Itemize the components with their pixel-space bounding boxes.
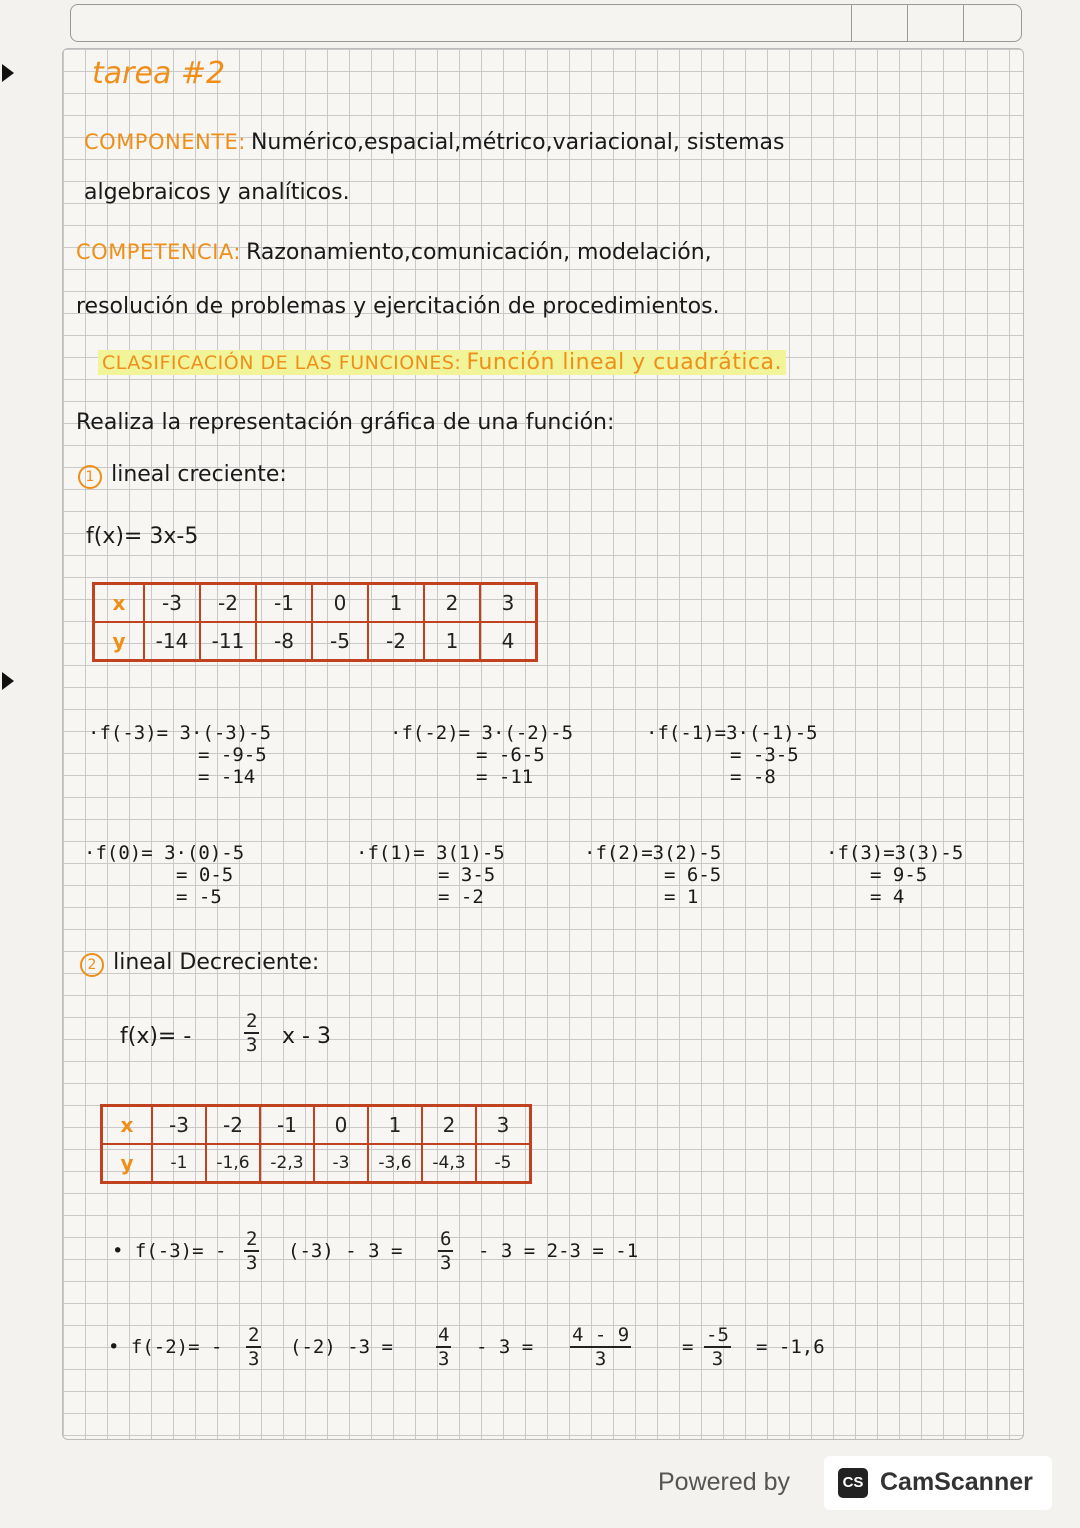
table-cell: -11 [200,622,256,661]
table-cell: 2 [422,1106,476,1145]
table-cell: 1 [368,1106,422,1145]
calc2-f-neg3-frac2 [438,1228,453,1274]
table-cell: -5 [312,622,368,661]
calc-line: ·f(2)=3(2)-5 [584,842,722,864]
competencia-label: COMPETENCIA: [76,240,241,264]
table-cell: -5 [476,1144,531,1183]
section-2-function-fraction [244,1010,259,1056]
calc-line: = -5 [176,886,222,908]
table-cell: 3 [480,584,537,623]
calc-line: = -2 [438,886,484,908]
calc2-f-neg2-mid2: - 3 = [476,1336,534,1358]
table-row-y [102,1144,531,1183]
calc2-f-neg2-end: = -1,6 [756,1336,825,1358]
page-header-box [70,4,1022,42]
calc2-f-neg3-mid: (-3) - 3 = [288,1240,403,1262]
table-cell: -14 [144,622,200,661]
fraction-denominator: 3 [594,1348,607,1370]
table-row-x [94,584,537,623]
fraction-numerator: -5 [706,1324,729,1346]
table-cell: 0 [314,1106,368,1145]
calc2-f-neg2-eq: = [682,1336,694,1358]
table-cell: -1 [152,1144,206,1183]
section-number-badge: 2 [80,953,104,977]
section-2-title: lineal Decreciente: [113,950,320,975]
section-1-title: lineal creciente: [111,462,287,487]
binder-mark [2,672,14,690]
camscanner-badge [824,1456,1052,1510]
clasificacion-label: CLASIFICACIÓN DE LAS FUNCIONES: [102,352,462,374]
table-cell: 4 [480,622,537,661]
calc-line: ·f(0)= 3·(0)-5 [84,842,245,864]
section-1-heading [78,462,287,489]
binder-mark [2,64,14,82]
calc2-f-neg3-prefix: • f(-3)= - [112,1240,227,1262]
competencia-text-2: resolución de problemas y ejercitación de procedimientos. [76,294,720,319]
table-cell: -1 [260,1106,314,1145]
calc2-f-neg3-frac1 [244,1228,259,1274]
table-row-y [94,622,537,661]
calc2-f-neg2-frac2 [436,1324,451,1370]
fraction-denominator: 3 [246,1034,258,1056]
fraction-denominator: 3 [438,1348,450,1370]
calc-line: = 4 [870,886,905,908]
page-title: tarea #2 [92,56,226,91]
calc-f-3 [826,842,963,908]
fraction-denominator: 3 [711,1348,724,1370]
calc2-f-neg2-mid: (-2) -3 = [290,1336,393,1358]
table-cell: -3,6 [368,1144,422,1183]
camscanner-logo-icon: CS [838,1468,868,1498]
calc-line: = -14 [198,766,256,788]
calc-line: ·f(1)= 3(1)-5 [356,842,505,864]
calc-line: ·f(3)=3(3)-5 [826,842,964,864]
table-header-y: y [102,1144,153,1183]
clasificacion-text: Función lineal y cuadrática. [466,350,783,375]
calc2-f-neg2-frac1 [246,1324,261,1370]
table-cell: -1,6 [206,1144,260,1183]
values-table-2 [100,1104,532,1184]
clasificacion-line [98,350,786,375]
calc-line: = -3-5 [730,744,799,766]
section-number-badge: 1 [78,465,102,489]
table-header-x: x [94,584,145,623]
calc-f-2 [584,842,721,908]
calc2-f-neg2-frac4 [704,1324,731,1370]
fraction-numerator: 2 [246,1228,258,1250]
table-cell: -4,3 [422,1144,476,1183]
calc-line: = 1 [664,886,699,908]
calc-f-neg1 [646,722,818,788]
calc-f-1 [356,842,505,908]
calc-line: = 0-5 [176,864,234,886]
table-cell: -1 [256,584,312,623]
calc-line: ·f(-1)=3·(-1)-5 [646,722,818,744]
table-cell: -3 [152,1106,206,1145]
fraction-numerator: 2 [248,1324,260,1346]
calc-line: = -6-5 [476,744,545,766]
table-cell: -2 [206,1106,260,1145]
table-cell: -2 [200,584,256,623]
table-row-x [102,1106,531,1145]
section-1-function: f(x)= 3x-5 [86,524,199,549]
competencia-line-1 [76,240,712,265]
section-2-heading [80,950,319,977]
fraction-numerator: 4 [438,1324,450,1346]
calc-line: = -11 [476,766,534,788]
componente-text-1: Numérico,espacial,métrico,variacional, sistemas [250,130,785,155]
calc-line: ·f(-3)= 3·(-3)-5 [88,722,272,744]
calc2-f-neg3-end: - 3 = 2-3 = -1 [478,1240,639,1262]
calc-f-neg2 [390,722,573,788]
fraction-denominator: 3 [440,1252,452,1274]
componente-text-2: algebraicos y analíticos. [84,180,350,205]
calc2-f-neg2-frac3 [570,1324,631,1370]
table-cell: -3 [314,1144,368,1183]
table-cell: -3 [144,584,200,623]
camscanner-brand: CamScanner [880,1468,1033,1496]
componente-label: COMPONENTE: [84,130,246,154]
table-cell: -2,3 [260,1144,314,1183]
values-table-1 [92,582,538,662]
table-cell: -8 [256,622,312,661]
table-cell: 3 [476,1106,531,1145]
calc-f-neg3 [88,722,271,788]
calc-line: = -8 [730,766,776,788]
powered-by-text: Powered by [658,1468,791,1496]
table-cell: 1 [368,584,424,623]
fraction-numerator: 2 [246,1010,258,1032]
fraction-numerator: 6 [440,1228,452,1250]
table-header-y: y [94,622,145,661]
section-2-function-prefix: f(x)= - [120,1024,192,1049]
table-cell: -2 [368,622,424,661]
calc-line: = -9-5 [198,744,267,766]
table-cell: 2 [424,584,480,623]
fraction-numerator: 4 - 9 [572,1324,630,1346]
calc-line: ·f(-2)= 3·(-2)-5 [390,722,574,744]
table-cell: 0 [312,584,368,623]
calc-line: = 3-5 [438,864,496,886]
calc-f-0 [84,842,244,908]
instruction-text: Realiza la representación gráfica de una función: [76,410,615,435]
competencia-text-1: Razonamiento,comunicación, modelación, [246,240,712,265]
section-2-function-suffix: x - 3 [282,1024,331,1049]
fraction-denominator: 3 [246,1252,258,1274]
table-header-x: x [102,1106,153,1145]
calc-line: = 9-5 [870,864,928,886]
table-cell: 1 [424,622,480,661]
calc-line: = 6-5 [664,864,722,886]
calc2-f-neg2-prefix: • f(-2)= - [108,1336,223,1358]
fraction-denominator: 3 [248,1348,260,1370]
componente-line-1 [84,130,784,155]
